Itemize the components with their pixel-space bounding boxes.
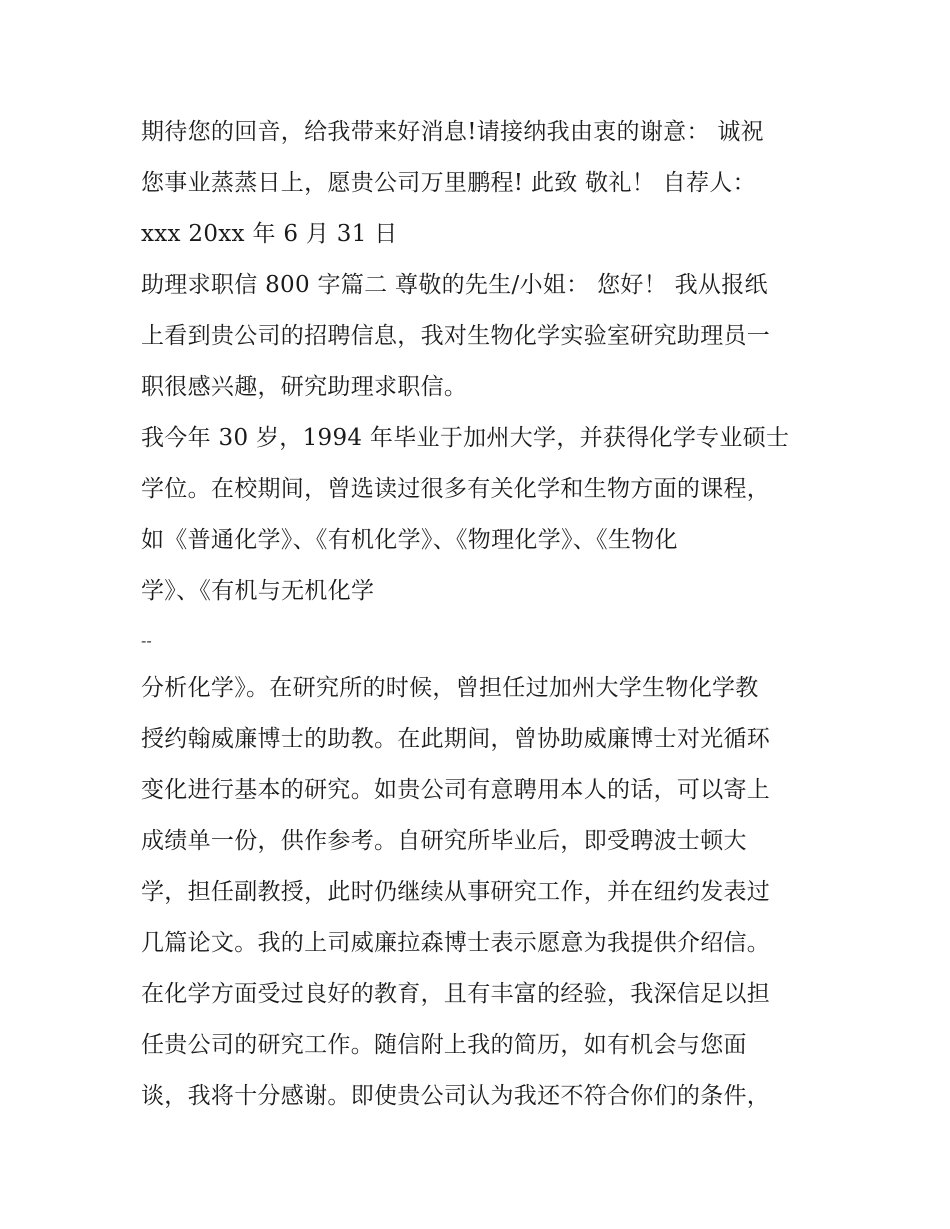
text-line: 任贵公司的研究工作。随信附上我的简历，如有机会与您面 — [141, 1032, 747, 1058]
text-line: 变化进行基本的研究。如贵公司有意聘用本人的话，可以寄上 — [141, 777, 771, 803]
document-body — [141, 107, 821, 1122]
text-line: 您事业蒸蒸日上，愿贵公司万里鹏程! 此致 敬礼！ 自荐人： — [141, 170, 756, 196]
text-line: 分析化学》。在研究所的时候，曾担任过加州大学生物化学教 — [141, 675, 759, 701]
paragraph-experience — [141, 663, 821, 1122]
text-line: 学》、《有机与无机化学 — [141, 578, 375, 604]
paragraph-education — [141, 413, 821, 617]
text-line: 上看到贵公司的招聘信息，我对生物化学实验室研究助理员一 — [141, 323, 771, 349]
text-line: xxx 20xx 年 6 月 31 日 — [141, 221, 398, 247]
text-line: 成绩单一份，供作参考。自研究所毕业后，即受聘波士顿大 — [141, 828, 747, 854]
text-line: 助理求职信 800 字篇二 尊敬的先生/小姐： 您好！ 我从报纸 — [141, 272, 768, 298]
text-line: 在化学方面受过良好的教育，且有丰富的经验，我深信足以担 — [141, 981, 771, 1007]
text-line: 职很感兴趣，研究助理求职信。 — [141, 374, 468, 400]
text-line: 谈，我将十分感谢。即使贵公司认为我还不符合你们的条件， — [141, 1083, 771, 1109]
text-line: 授约翰威廉博士的助教。在此期间，曾协助威廉博士对光循环 — [141, 726, 771, 752]
text-line: 如《普通化学》、《有机化学》、《物理化学》、《生物化 — [141, 527, 678, 553]
text-line: 我今年 30 岁，1994 年毕业于加州大学，并获得化学专业硕士 — [141, 425, 790, 451]
paragraph-closing — [141, 107, 821, 260]
text-line: 学，担任副教授，此时仍继续从事研究工作，并在纽约发表过 — [141, 879, 771, 905]
text-line: 几篇论文。我的上司威廉拉森博士表示愿意为我提供介绍信。 — [141, 930, 771, 956]
text-line: 学位。在校期间，曾选读过很多有关化学和生物方面的课程， — [141, 476, 771, 502]
paragraph-letter-opening — [141, 260, 821, 413]
page-separator: -- — [141, 631, 152, 650]
text-line: 期待您的回音，给我带来好消息!请接纳我由衷的谢意： 诚祝 — [141, 119, 764, 145]
